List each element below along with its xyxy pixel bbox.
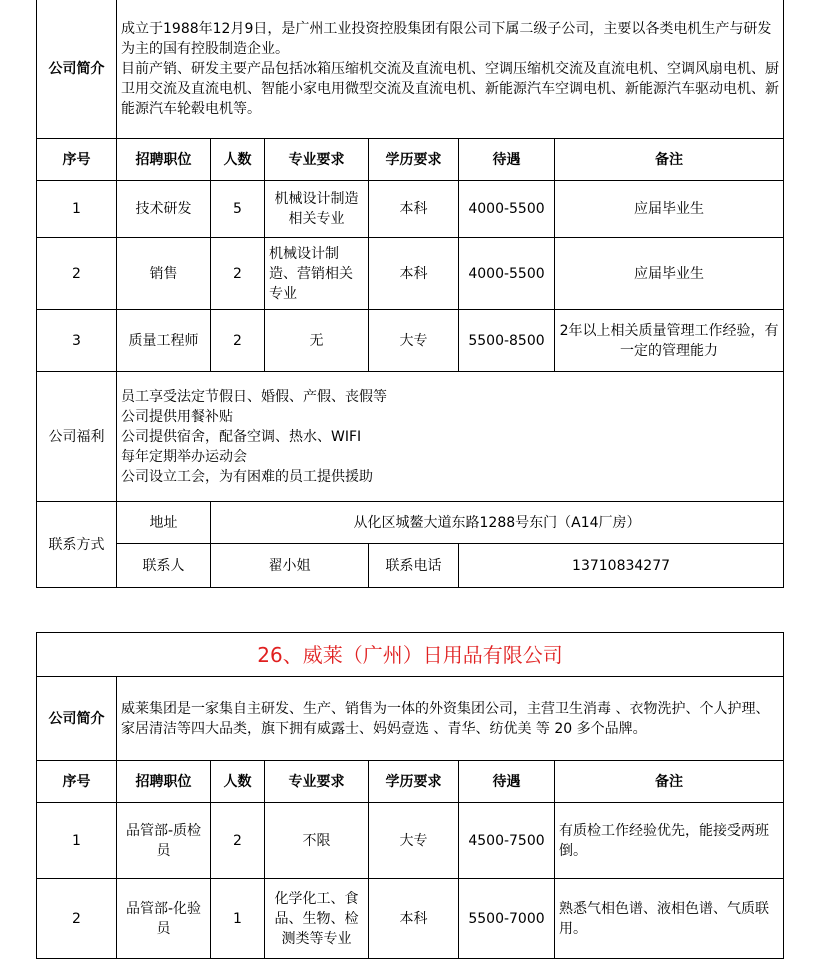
welfare-item: 员工享受法定节假日、婚假、产假、丧假等: [121, 388, 387, 405]
company-intro: [117, 0, 784, 139]
welfare-list: [117, 372, 784, 502]
cell-edu: 本科: [369, 879, 459, 959]
header-note: 备注: [555, 761, 784, 803]
cell-note: 2年以上相关质量管理工作经验，有一定的管理能力: [555, 310, 784, 372]
cell-position: 品管部-化验员: [117, 879, 211, 959]
welfare-item: 公司设立工会，为有困难的员工提供援助: [121, 468, 373, 485]
cell-position: 品管部-质检员: [117, 803, 211, 879]
header-count: 人数: [211, 139, 265, 181]
header-major: 专业要求: [265, 761, 369, 803]
header-salary: 待遇: [459, 139, 555, 181]
cell-count: 2: [211, 310, 265, 372]
welfare-item: 每年定期举办运动会: [121, 448, 247, 465]
table-header-row: [37, 761, 784, 803]
address-value: 从化区城鳌大道东路1288号东门（A14厂房）: [211, 502, 784, 544]
company1-table: [36, 0, 784, 588]
welfare-label: 公司福利: [37, 372, 117, 502]
cell-note: 熟悉气相色谱、液相色谱、气质联用。: [555, 879, 784, 959]
header-count: 人数: [211, 761, 265, 803]
header-no: 序号: [37, 139, 117, 181]
cell-no: 2: [37, 238, 117, 310]
cell-salary: 5500-7000: [459, 879, 555, 959]
intro-label: 公司简介: [37, 0, 117, 139]
intro-paragraph: 成立于1988年12月9日，是广州工业投资控股集团有限公司下属二级子公司，主要以各类电机生产与研发为主的国有控股制造企业。: [121, 20, 772, 57]
phone-value: 13710834277: [459, 544, 784, 588]
cell-no: 1: [37, 181, 117, 238]
cell-edu: 大专: [369, 310, 459, 372]
person-value: 翟小姐: [211, 544, 369, 588]
cell-salary: 4000-5500: [459, 238, 555, 310]
welfare-item: 公司提供宿舍，配备空调、热水、WIFI: [121, 428, 362, 445]
cell-position: 销售: [117, 238, 211, 310]
contact-label: 联系方式: [37, 502, 117, 588]
cell-count: 5: [211, 181, 265, 238]
person-label: 联系人: [117, 544, 211, 588]
cell-no: 1: [37, 803, 117, 879]
header-position: 招聘职位: [117, 761, 211, 803]
header-note: 备注: [555, 139, 784, 181]
cell-edu: 本科: [369, 181, 459, 238]
company-intro: 威莱集团是一家集自主研发、生产、销售为一体的外资集团公司，主营卫生消毒 、衣物洗护、个人护理、家居清洁等四大品类，旗下拥有威露士、妈妈壹选 、青华、纺优美 等 20 多个品牌。: [117, 677, 784, 761]
header-salary: 待遇: [459, 761, 555, 803]
cell-count: 1: [211, 879, 265, 959]
header-no: 序号: [37, 761, 117, 803]
cell-position: 质量工程师: [117, 310, 211, 372]
cell-salary: 5500-8500: [459, 310, 555, 372]
cell-count: 2: [211, 238, 265, 310]
company2-table: [36, 632, 784, 959]
cell-note: 有质检工作经验优先，能接受两班倒。: [555, 803, 784, 879]
address-label: 地址: [117, 502, 211, 544]
header-position: 招聘职位: [117, 139, 211, 181]
table-row: [37, 238, 784, 310]
cell-major: 机械设计制造、营销相关专业: [265, 238, 369, 310]
header-edu: 学历要求: [369, 761, 459, 803]
cell-salary: 4500-7500: [459, 803, 555, 879]
cell-note: 应届毕业生: [555, 238, 784, 310]
cell-no: 3: [37, 310, 117, 372]
welfare-item: 公司提供用餐补贴: [121, 408, 233, 425]
table-row: [37, 803, 784, 879]
cell-count: 2: [211, 803, 265, 879]
header-edu: 学历要求: [369, 139, 459, 181]
cell-position: 技术研发: [117, 181, 211, 238]
header-major: 专业要求: [265, 139, 369, 181]
phone-label: 联系电话: [369, 544, 459, 588]
cell-note: 应届毕业生: [555, 181, 784, 238]
cell-major: 化学化工、食品、生物、检测类等专业: [265, 879, 369, 959]
intro-label: 公司简介: [37, 677, 117, 761]
cell-major: 机械设计制造相关专业: [265, 181, 369, 238]
table-row: [37, 310, 784, 372]
cell-salary: 4000-5500: [459, 181, 555, 238]
cell-major: 无: [265, 310, 369, 372]
table-row: [37, 181, 784, 238]
table-row: [37, 879, 784, 959]
cell-edu: 大专: [369, 803, 459, 879]
cell-no: 2: [37, 879, 117, 959]
cell-major: 不限: [265, 803, 369, 879]
intro-paragraph: 目前产销、研发主要产品包括冰箱压缩机交流及直流电机、空调压缩机交流及直流电机、空调风扇电机、厨卫用交流及直流电机、智能小家电用微型交流及直流电机、新能源汽车空调电机、新能源汽车驱动电机、新能源汽车轮毂电机等。: [121, 60, 779, 117]
company-title: 26、威莱（广州）日用品有限公司: [37, 633, 784, 677]
table-header-row: [37, 139, 784, 181]
cell-edu: 本科: [369, 238, 459, 310]
